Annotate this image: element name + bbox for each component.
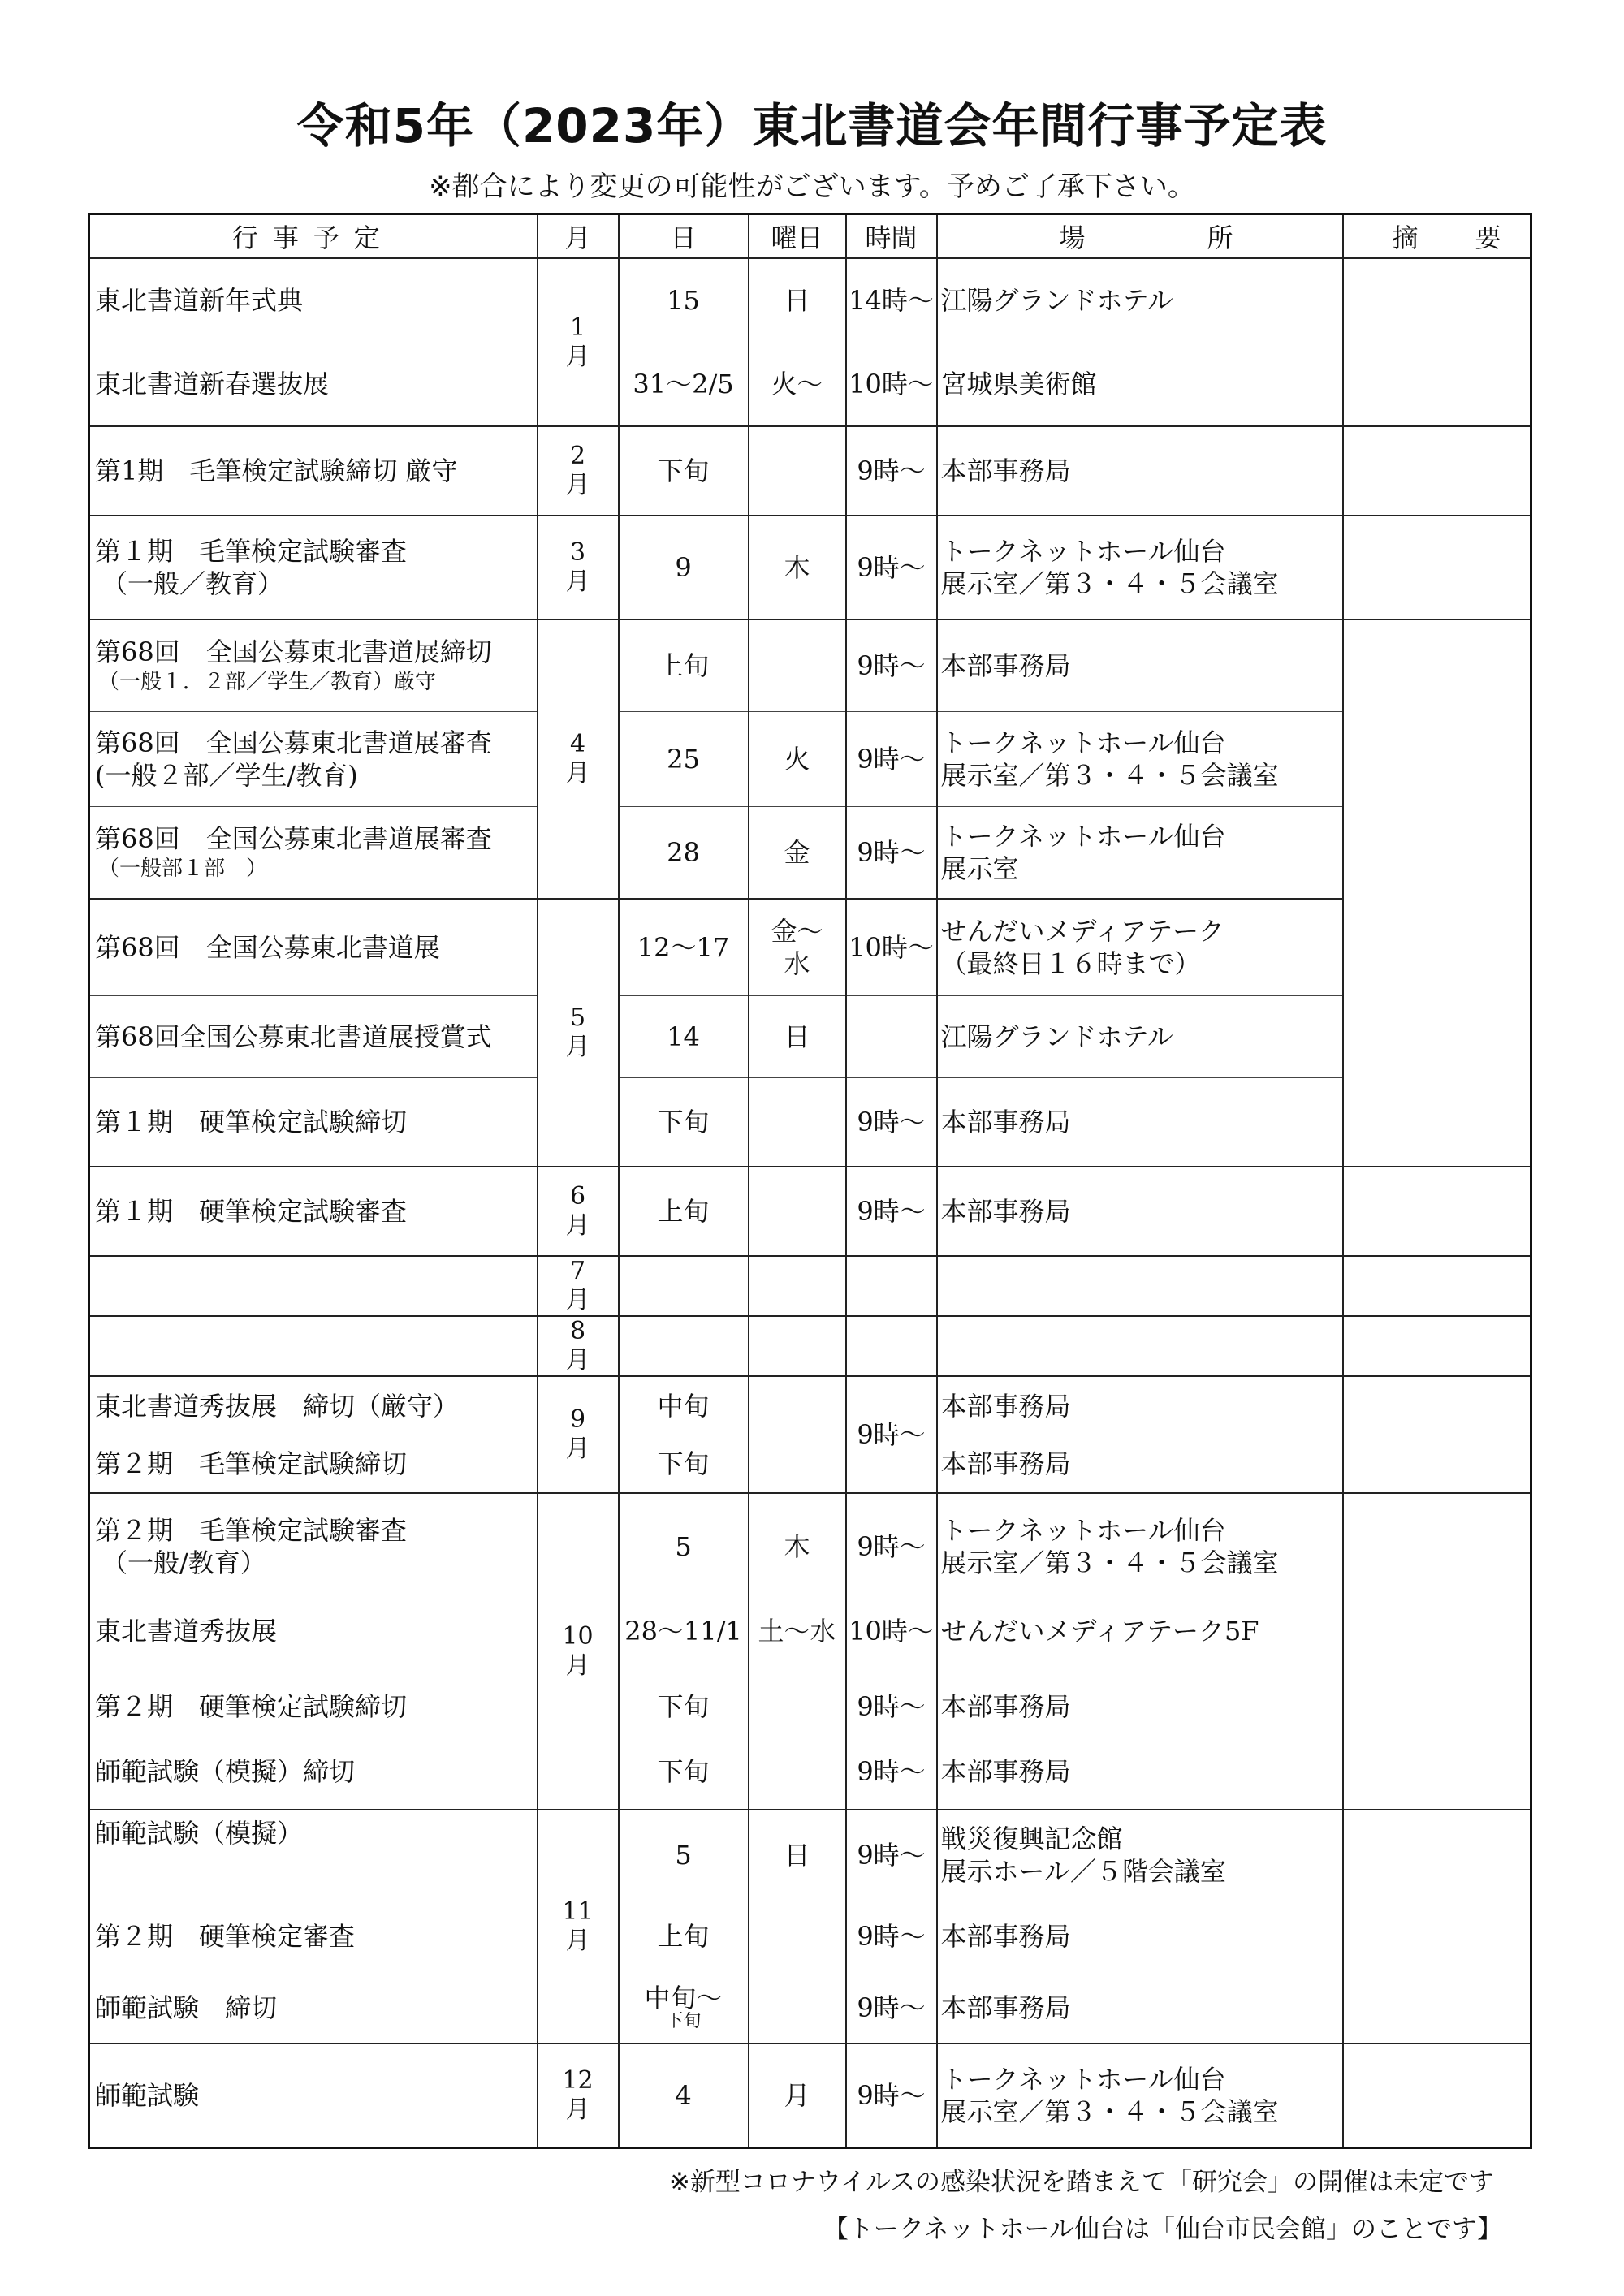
table-row: [89, 899, 1531, 1167]
event-subtext: (一般２部／学生/教育): [95, 760, 358, 791]
place-subtext: 展示室／第３・４・５会議室: [940, 1547, 1279, 1578]
day-text: 25: [667, 744, 700, 775]
month-cell: [538, 1256, 619, 1316]
month-suffix: 月: [565, 2095, 590, 2124]
weekday-text: 火～: [771, 368, 823, 399]
day-text: 上旬: [657, 650, 710, 681]
event-text: 第68回 全国公募東北書道展審査: [95, 727, 492, 758]
table-row: [89, 258, 1531, 426]
weekday-text: 火: [784, 744, 810, 775]
weekday-text: 日: [784, 1840, 810, 1871]
month-number: 9: [569, 1405, 586, 1434]
day-text: 下旬: [657, 455, 710, 486]
place-text: 江陽グランドホテル: [940, 285, 1173, 317]
event-text: 東北書道新春選抜展: [95, 368, 330, 399]
event-text: 師範試験（模擬）締切: [95, 1756, 356, 1787]
day-text: 下旬: [657, 1756, 710, 1787]
place-text: 本部事務局: [940, 1390, 1071, 1422]
time-text: 9時～: [857, 1196, 926, 1227]
day-text: 中旬～: [644, 1984, 723, 2012]
month-number: 6: [569, 1182, 586, 1211]
weekday-text: 水: [784, 948, 810, 979]
event-text: 第１期 硬筆検定試験審査: [95, 1196, 408, 1227]
day-text: 15: [667, 285, 700, 317]
day-text: 上旬: [657, 1196, 710, 1227]
note-cell: [1343, 426, 1531, 516]
table-row: [89, 1256, 1531, 1316]
month-suffix: 月: [565, 759, 590, 788]
time-text: 9時～: [857, 837, 926, 868]
place-text: 本部事務局: [940, 650, 1071, 681]
event-text: 第２期 毛筆検定試験審査: [95, 1515, 408, 1546]
month-suffix: 月: [565, 1211, 590, 1240]
time-text: 9時～: [857, 1840, 926, 1871]
event-text: 第68回 全国公募東北書道展審査: [95, 823, 492, 854]
day-text: 下旬: [657, 1448, 710, 1479]
table-row: [89, 516, 1531, 619]
header-day: 日: [619, 214, 749, 259]
place-subtext: 展示室／第３・４・５会議室: [940, 568, 1279, 599]
header-note: 摘要: [1343, 214, 1531, 259]
month-number: 10: [562, 1622, 594, 1651]
month-cell: [538, 426, 619, 516]
schedule-table: [88, 213, 1558, 2149]
weekday-text: 木: [784, 1531, 810, 1562]
weekday-text: 月: [784, 2080, 810, 2111]
month-cell: [538, 619, 619, 899]
table-row: [89, 1493, 1531, 1810]
month-suffix: 月: [565, 342, 590, 371]
table-row: [89, 426, 1531, 516]
page-subtitle: ※都合により変更の可能性がございます。予めご了承下さい。: [429, 170, 1195, 203]
event-subtext: （一般部１部 ）: [98, 857, 268, 881]
table-row: [89, 1167, 1531, 1256]
weekday-text: 土～水: [758, 1616, 836, 1646]
month-number: 11: [562, 1897, 594, 1926]
place-text: 本部事務局: [940, 1921, 1071, 1952]
weekday-text: 木: [784, 552, 810, 583]
time-text: 9時～: [857, 2080, 926, 2111]
month-cell: [538, 1316, 619, 1376]
table-row: [89, 1316, 1531, 1376]
event-text: 東北書道新年式典: [95, 285, 304, 317]
day-subtext: 下旬: [665, 2012, 702, 2031]
day-text: 28～11/1: [624, 1616, 742, 1646]
place-text: トークネットホール仙台: [940, 2064, 1226, 2095]
time-text: 9時～: [857, 650, 926, 681]
month-cell: [538, 1493, 619, 1810]
day-text: 12～17: [637, 932, 730, 963]
month-suffix: 月: [565, 471, 590, 499]
event-text: 第68回全国公募東北書道展授賞式: [95, 1021, 492, 1052]
day-text: 14: [667, 1021, 700, 1052]
weekday-text: 日: [784, 1021, 810, 1052]
place-text: トークネットホール仙台: [940, 536, 1226, 567]
month-suffix: 月: [565, 1435, 590, 1463]
header-event: 行事予定: [89, 214, 538, 259]
event-text: 東北書道秀抜展 締切（厳守）: [95, 1390, 460, 1422]
time-text: 9時～: [857, 744, 926, 775]
note-cell: [1343, 1167, 1531, 1256]
event-text: 第68回 全国公募東北書道展締切: [95, 637, 492, 667]
day-text: 5: [675, 1531, 692, 1562]
day-text: 下旬: [657, 1691, 710, 1722]
place-subtext: （最終日１６時まで）: [940, 948, 1201, 979]
place-text: 宮城県美術館: [940, 368, 1097, 399]
weekday-text: 金～: [771, 916, 823, 947]
month-suffix: 月: [565, 568, 590, 596]
month-number: 3: [569, 538, 586, 567]
month-number: 12: [562, 2066, 594, 2095]
table-row: [89, 619, 1531, 899]
time-text: 9時～: [857, 1921, 926, 1952]
weekday-text: 日: [784, 285, 810, 317]
day-text: 上旬: [657, 1921, 710, 1952]
header-time: 時間: [846, 214, 937, 259]
place-subtext: 展示室: [940, 853, 1019, 884]
month-number: 4: [569, 730, 586, 758]
month-cell: [538, 258, 619, 426]
month-cell: [538, 1810, 619, 2044]
time-text: 9時～: [857, 1691, 926, 1722]
time-text: 9時～: [857, 1107, 926, 1137]
header-row: [89, 214, 1531, 259]
time-text: 14時～: [849, 285, 934, 317]
month-number: 2: [569, 442, 586, 470]
note-cell: [1343, 1493, 1531, 1810]
header-weekday: 曜日: [749, 214, 846, 259]
day-text: 28: [667, 837, 700, 868]
time-text: 9時～: [857, 455, 926, 486]
event-text: 第２期 硬筆検定審査: [95, 1921, 356, 1952]
time-text: 9時～: [857, 552, 926, 583]
month-cell: [538, 2044, 619, 2148]
month-number: 5: [569, 1003, 586, 1032]
month-cell: [538, 899, 619, 1167]
day-text: 9: [675, 552, 692, 583]
note-cell: [1343, 516, 1531, 619]
day-text: 4: [675, 2080, 692, 2111]
place-text: トークネットホール仙台: [940, 821, 1226, 852]
place-text: 戦災復興記念館: [940, 1823, 1123, 1854]
footnote-corona: ※新型コロナウイルスの感染状況を踏まえて「研究会」の開催は未定です: [668, 2168, 1494, 2197]
month-suffix: 月: [565, 1033, 590, 1061]
place-text: 本部事務局: [940, 455, 1071, 486]
place-text: 本部事務局: [940, 1448, 1071, 1479]
footnote-venue: 【トークネットホール仙台は「仙台市民会館」のことです】: [823, 2215, 1502, 2244]
event-text: 師範試験 締切: [95, 1992, 278, 2023]
day-text: 5: [675, 1840, 692, 1871]
month-cell: [538, 516, 619, 619]
time-text: 9時～: [857, 1419, 926, 1450]
place-text: トークネットホール仙台: [940, 727, 1226, 758]
weekday-cell: [749, 1376, 846, 1493]
month-number: 8: [569, 1317, 586, 1345]
event-cell: [89, 1316, 538, 1376]
month-cell: [538, 1167, 619, 1256]
event-text: 師範試験（模擬）: [95, 1818, 304, 1849]
time-text: 9時～: [857, 1992, 926, 2023]
note-cell: [1343, 1810, 1531, 2044]
event-subtext: （一般１．２部／学生／教育）厳守: [98, 670, 437, 694]
note-cell: [1343, 619, 1531, 1167]
event-text: 第２期 毛筆検定試験締切: [95, 1448, 408, 1479]
month-suffix: 月: [565, 1651, 590, 1680]
time-text: 9時～: [857, 1531, 926, 1562]
place-text: 本部事務局: [940, 1992, 1071, 2023]
day-text: 下旬: [657, 1107, 710, 1137]
place-subtext: 展示ホール／５階会議室: [940, 1856, 1226, 1887]
place-text: 本部事務局: [940, 1196, 1071, 1227]
note-cell: [1343, 258, 1531, 426]
day-text: 31～2/5: [633, 368, 734, 399]
place-subtext: 展示室／第３・４・５会議室: [940, 760, 1279, 791]
month-suffix: 月: [565, 1346, 590, 1375]
header-month: 月: [538, 214, 619, 259]
note-cell: [1343, 2044, 1531, 2148]
event-text: 師範試験: [95, 2080, 200, 2111]
time-text: 10時～: [849, 1616, 934, 1646]
table-row: [89, 2044, 1531, 2148]
header-place: 場所: [937, 214, 1343, 259]
place-text: トークネットホール仙台: [940, 1515, 1226, 1546]
page-title: 令和5年（2023年）東北書道会年間行事予定表: [296, 98, 1328, 153]
place-text: 本部事務局: [940, 1107, 1071, 1137]
event-text: 第68回 全国公募東北書道展: [95, 932, 440, 963]
month-number: 7: [569, 1257, 586, 1285]
event-cell: [89, 1256, 538, 1316]
time-text: 10時～: [849, 368, 934, 399]
month-suffix: 月: [565, 1286, 590, 1314]
event-text: 第1期 毛筆検定試験締切 厳守: [95, 455, 458, 486]
place-text: せんだいメディアテーク5F: [940, 1616, 1259, 1646]
weekday-text: 金: [784, 837, 810, 868]
place-text: せんだいメディアテーク: [940, 916, 1224, 947]
event-text: 第１期 毛筆検定試験審査: [95, 536, 408, 567]
event-text: 東北書道秀抜展: [95, 1616, 278, 1646]
month-suffix: 月: [565, 1927, 590, 1955]
time-text: 9時～: [857, 1756, 926, 1787]
place-text: 本部事務局: [940, 1756, 1071, 1787]
event-text: 第２期 硬筆検定試験締切: [95, 1691, 408, 1722]
event-subtext: （一般／教育）: [102, 568, 284, 599]
place-subtext: 展示室／第３・４・５会議室: [940, 2096, 1279, 2127]
month-number: 1: [569, 313, 586, 342]
table-row: [89, 1810, 1531, 2044]
month-cell: [538, 1376, 619, 1493]
place-text: 本部事務局: [940, 1691, 1071, 1722]
note-cell: [1343, 1376, 1531, 1493]
time-text: 10時～: [849, 932, 934, 963]
place-text: 江陽グランドホテル: [940, 1021, 1173, 1052]
table-row: [89, 1376, 1531, 1493]
day-text: 中旬: [657, 1390, 710, 1422]
event-subtext: （一般/教育）: [102, 1547, 266, 1578]
event-text: 第１期 硬筆検定試験締切: [95, 1107, 408, 1137]
